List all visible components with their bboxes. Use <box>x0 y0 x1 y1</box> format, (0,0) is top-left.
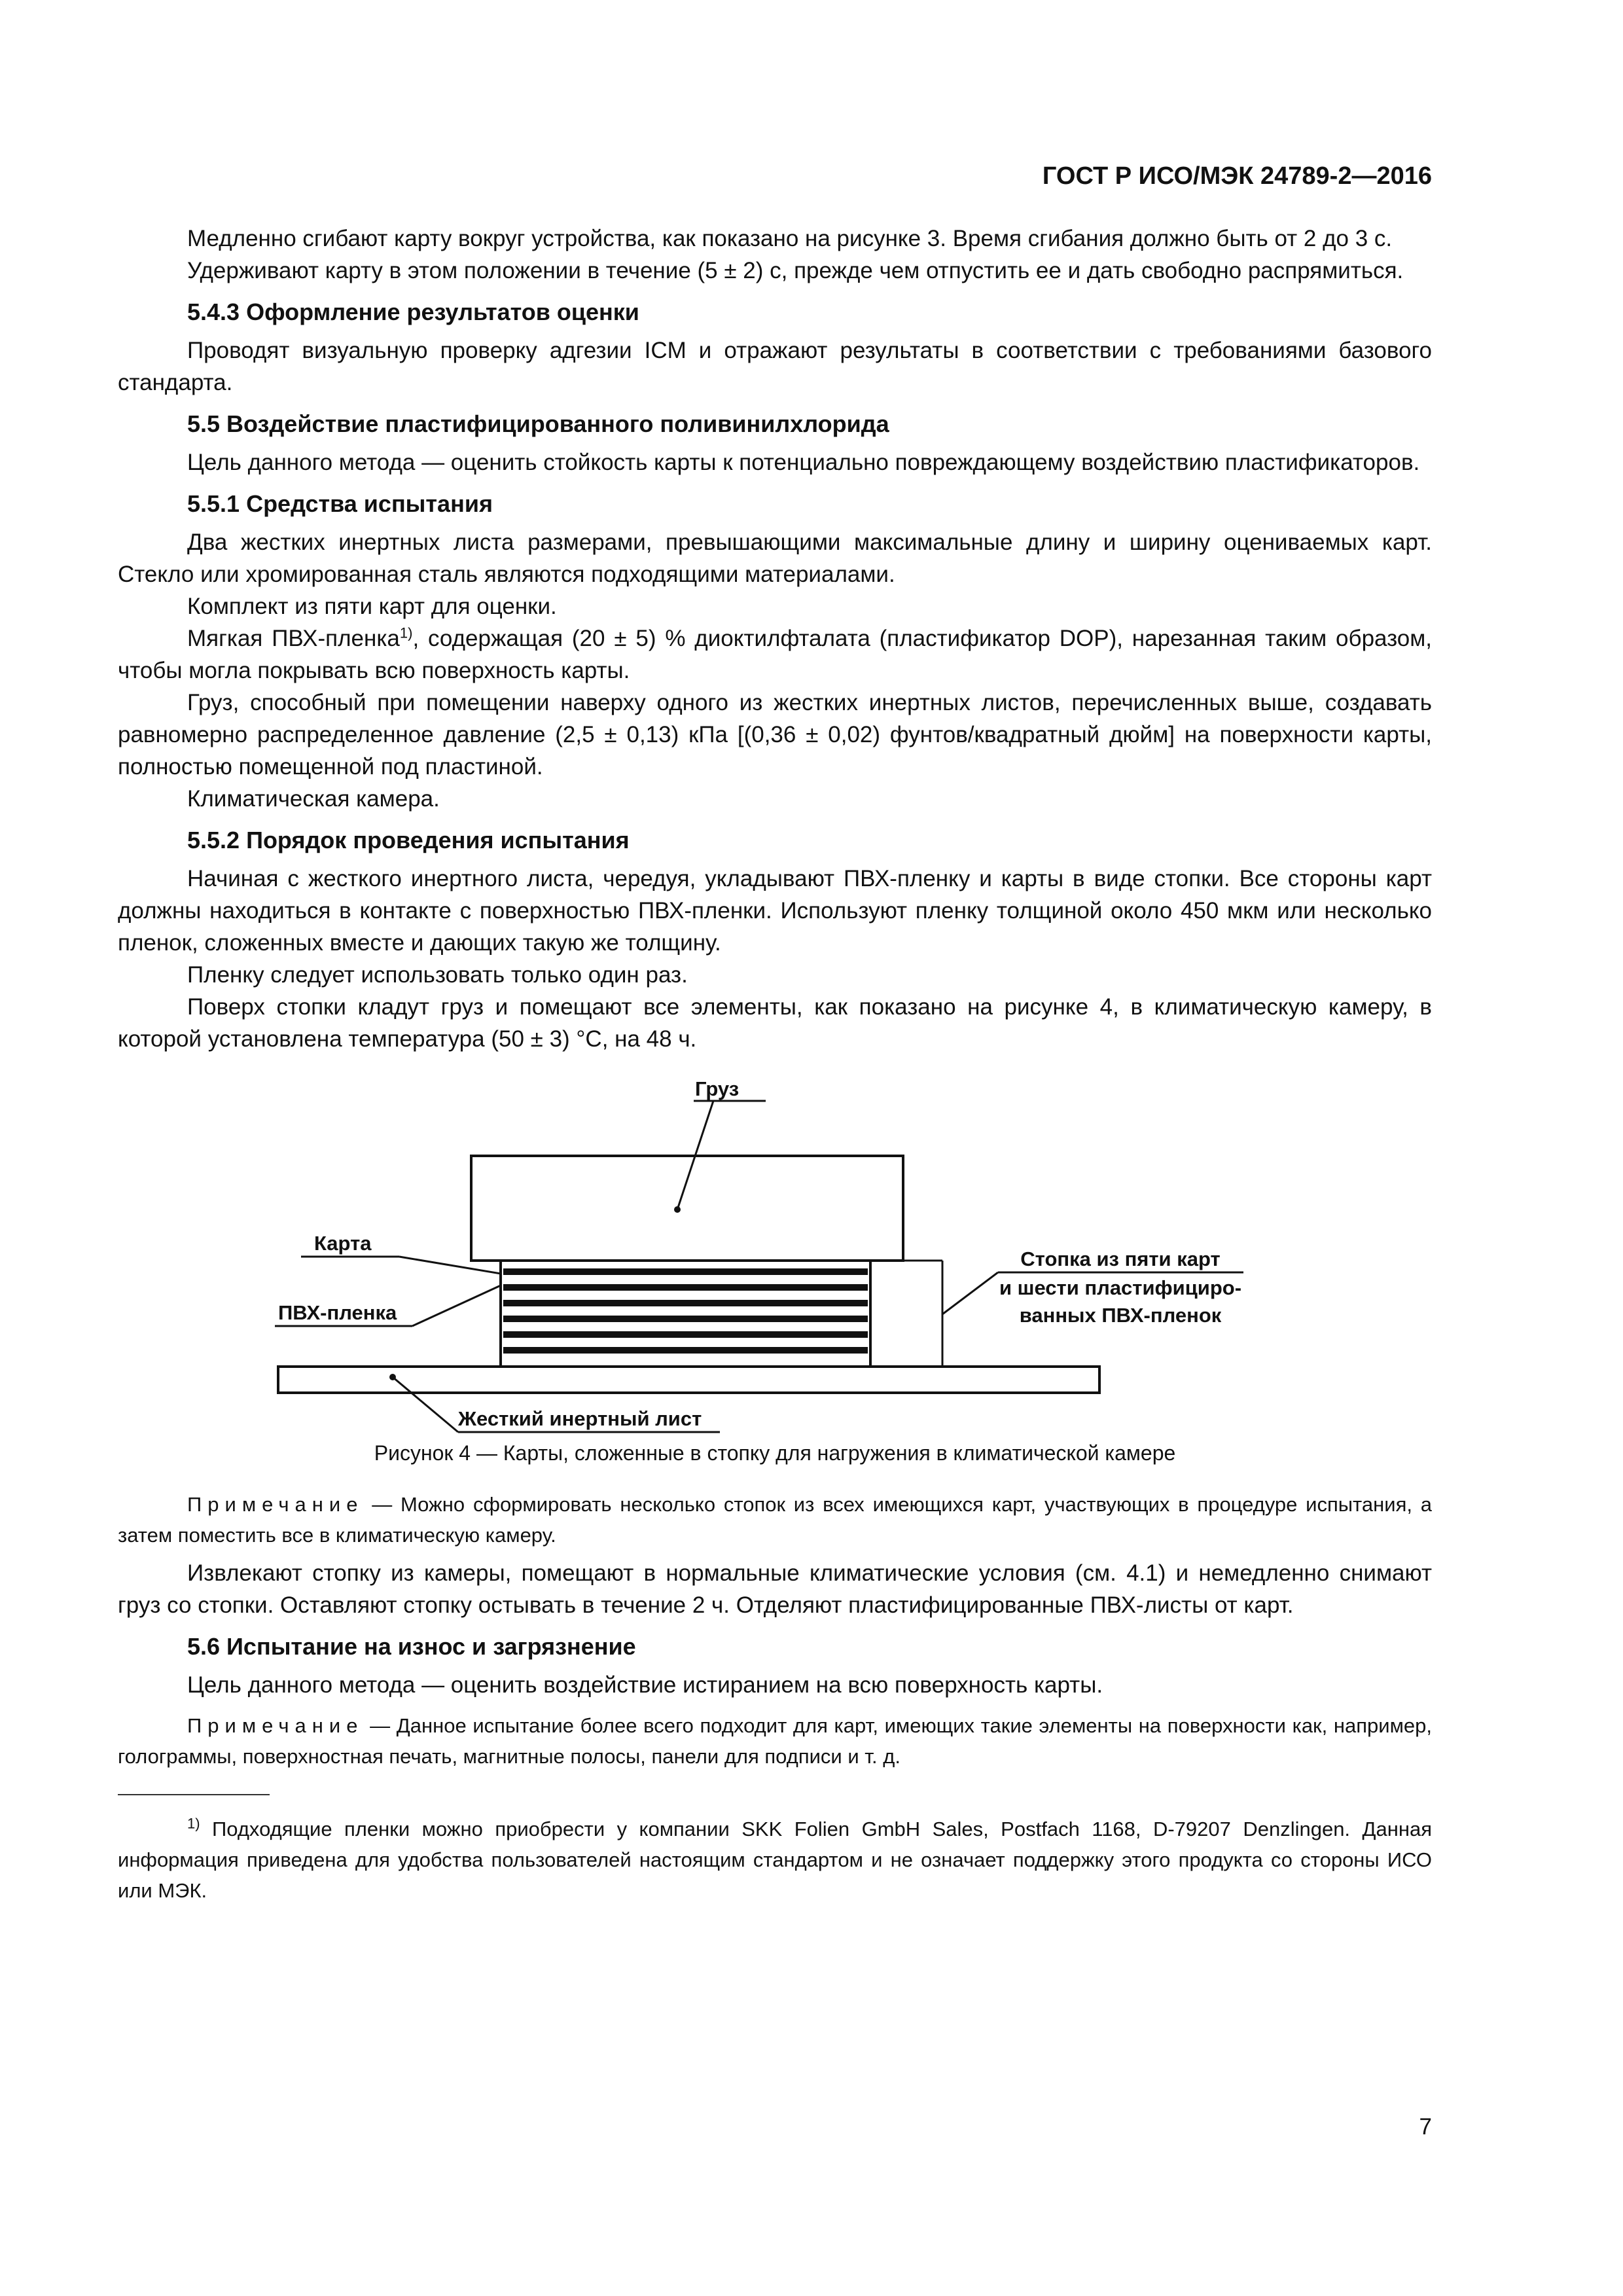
footnote-text: Подходящие пленки можно приобрести у компании SKK Folien GmbH Sales, Postfach 1168, D-79207 Denzlingen. Данная информация приведена для удобства пользователей настоящим стандартом и не означает поддержку этого продукта со стороны ИСО или МЭК. <box>118 1818 1432 1902</box>
stack-layer <box>503 1300 868 1306</box>
paragraph: Удерживают карту в этом положении в течение (5 ± 2) с, прежде чем отпустить ее и дать свободно распрямиться. <box>187 258 1404 283</box>
label-weight: Груз <box>695 1077 740 1100</box>
base-plate <box>278 1367 1099 1393</box>
paragraph: Проводят визуальную проверку адгезии ICM и отражают результаты в соответствии с требованиями базового стандарта. <box>118 338 1432 395</box>
paragraph: Поверх стопки кладут груз и помещают все элементы, как показано на рисунке 4, в климатическую камеру, в которой установлена температура (50 ± 3) °С, на 48 ч. <box>118 994 1432 1052</box>
figure-caption: Рисунок 4 — Карты, сложенные в стопку для нагружения в климатической камере <box>374 1441 1176 1465</box>
label-film: ПВХ-пленка <box>278 1301 397 1324</box>
paragraph <box>118 622 1432 687</box>
paragraph-text: Мягкая ПВХ-пленка <box>187 626 400 651</box>
paragraph: Климатическая камера. <box>187 786 440 812</box>
film-leader <box>412 1285 501 1326</box>
footnote <box>118 1814 1432 1906</box>
label-stack-line1: Стопка из пяти карт <box>1020 1247 1221 1270</box>
footnote-divider <box>118 1794 270 1795</box>
paragraph: Пленку следует использовать только один раз. <box>187 962 688 988</box>
note <box>118 1489 1432 1551</box>
stack-layer <box>503 1347 868 1354</box>
stack-layer <box>503 1268 868 1275</box>
footnote-marker: 1) <box>187 1815 200 1832</box>
paragraph: Два жестких инертных листа размерами, превышающими максимальные длину и ширину оцениваемых карт. Стекло или хромированная сталь являются подходящими материалами. <box>118 529 1432 587</box>
paragraph: Извлекают стопку из камеры, помещают в нормальные климатические условия (см. 4.1) и немедленно снимают груз со стопки. Оставляют стопку остывать в течение 2 ч. Отделяют пластифицированные ПВХ-листы от карт. <box>118 1560 1432 1618</box>
section-heading: 5.5 Воздействие пластифицированного поливинилхлорида <box>187 410 889 437</box>
page-number: 7 <box>1419 2114 1432 2140</box>
note <box>118 1710 1432 1772</box>
note-text: — Можно сформировать несколько стопок из всех имеющихся карт, участвующих в процедуре испытания, а затем поместить все в климатическую камеру. <box>118 1493 1432 1547</box>
note-label: Примечание <box>187 1493 364 1516</box>
paragraph: Начиная с жесткого инертного листа, чередуя, укладывают ПВХ-пленку и карты в виде стопки. Все стороны карт должны находиться в контакте с поверхностью ПВХ-пленки. Используют пленку толщиной около 450 мкм или несколько пленок, сложенных вместе и дающих такую же толщину. <box>118 866 1432 956</box>
paragraph: Цель данного метода — оценить стойкость карты к потенциально повреждающему воздействию пластификаторов. <box>187 450 1420 475</box>
paragraph: Груз, способный при помещении наверху одного из жестких инертных листов, перечисленных выше, создавать равномерно распределенное давление (2,5 ± 0,13) кПа [(0,36 ± 0,02) фунтов/квадратный дюйм] на поверхности карты, полностью помещенной под пластиной. <box>118 690 1432 780</box>
stack-diagram <box>118 1077 1432 1437</box>
paragraph: Медленно сгибают карту вокруг устройства, как показано на рисунке 3. Время сгибания должно быть от 2 до 3 с. <box>187 226 1393 251</box>
footnote-ref: 1) <box>399 624 413 641</box>
section-heading: 5.5.1 Средства испытания <box>187 490 493 517</box>
paragraph: Комплект из пяти карт для оценки. <box>187 594 557 619</box>
figure-4 <box>118 1077 1432 1437</box>
section-heading: 5.5.2 Порядок проведения испытания <box>187 827 630 853</box>
note-label: Примечание <box>187 1714 364 1737</box>
paragraph: Цель данного метода — оценить воздействие истиранием на всю поверхность карты. <box>187 1672 1103 1698</box>
label-stack-line2: и шести пластифициро- <box>999 1276 1242 1299</box>
stack-layer <box>503 1331 868 1338</box>
paragraph-text: , содержащая (20 ± 5) % диоктилфталата (пластификатор DOP), нарезанная таким образом, чтобы могла покрывать всю поверхность карты. <box>118 626 1433 683</box>
stack-layer <box>503 1316 868 1322</box>
label-stack-line3: ванных ПВХ-пленок <box>1019 1304 1222 1327</box>
weight-block <box>471 1156 903 1261</box>
label-card: Карта <box>314 1232 372 1255</box>
section-heading: 5.4.3 Оформление результатов оценки <box>187 298 639 325</box>
note-text: — Данное испытание более всего подходит для карт, имеющих такие элементы на поверхности как, например, голограммы, поверхностная печать, магнитные полосы, панели для подписи и т. д. <box>118 1714 1432 1768</box>
section-heading: 5.6 Испытание на износ и загрязнение <box>187 1633 636 1660</box>
page-content <box>118 223 1432 1906</box>
document-header: ГОСТ Р ИСО/МЭК 24789-2—2016 <box>1042 162 1432 190</box>
stack-layer <box>503 1284 868 1291</box>
stack-leader <box>942 1272 998 1314</box>
label-base: Жесткий инертный лист <box>458 1407 702 1430</box>
